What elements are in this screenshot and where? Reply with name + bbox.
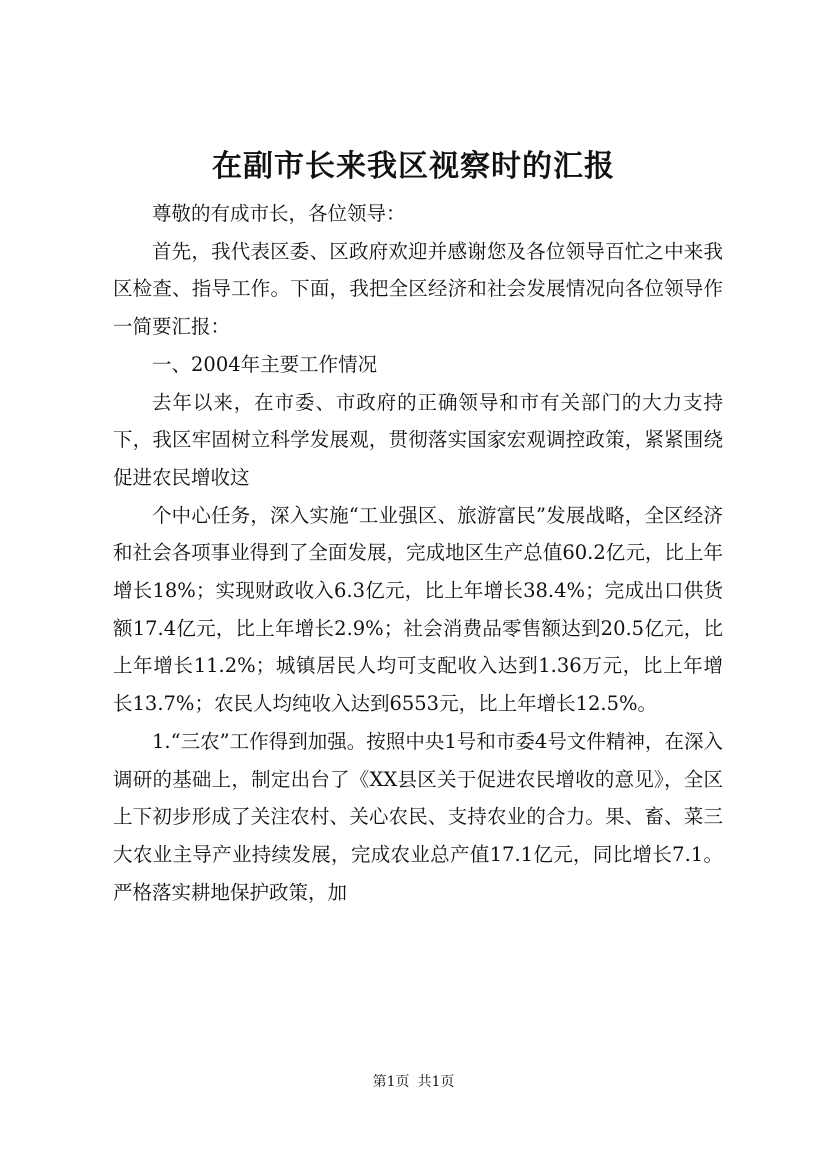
document-body: [113, 195, 723, 911]
page-total: 共1页: [417, 1074, 455, 1090]
paragraph-overview: 去年以来，在市委、市政府的正确领导和市有关部门的大力支持下，我区牢固树立科学发展观，贯彻落实国家宏观调控政策，紧紧围绕促进农民增收这: [113, 390, 723, 489]
paragraph-agriculture: 1.“三农”工作得到加强。按照中央1号和市委4号文件精神，在深入调研的基础上，制定出台了《XX县区关于促进农民增收的意见》，全区上下初步形成了关注农村、关心农民、支持农业的合力。果、畜、菜三大农业主导产业持续发展，完成农业总产值17.1亿元，同比增长7.1。严格落实耕地保护政策，加: [113, 729, 723, 904]
page-footer: [0, 1072, 827, 1092]
paragraph-statistics: 个中心任务，深入实施“工业强区、旅游富民”发展战略，全区经济和社会各项事业得到了全面发展，完成地区生产总值60.2亿元，比上年增长18%；实现财政收入6.3亿元，比上年增长38.4%；完成出口供货额17.4亿元，比上年增长2.9%；社会消费品零售额达到20.5亿元，比上年增长11.2%；城镇居民人均可支配收入达到1.36万元，比上年增长13.7%；农民人均纯收入达到6553元，比上年增长12.5%。: [113, 503, 723, 716]
document-title: 在副市长来我区视察时的汇报: [212, 149, 615, 184]
section-heading: 一、2004年主要工作情况: [152, 352, 378, 376]
paragraph-salutation: 尊敬的有成市长，各位领导：: [152, 202, 406, 225]
page-number: 第1页: [372, 1074, 410, 1090]
paragraph-intro: 首先，我代表区委、区政府欢迎并感谢您及各位领导百忙之中来我区检查、指导工作。下面，我把全区经济和社会发展情况向各位领导作一简要汇报：: [113, 239, 723, 339]
